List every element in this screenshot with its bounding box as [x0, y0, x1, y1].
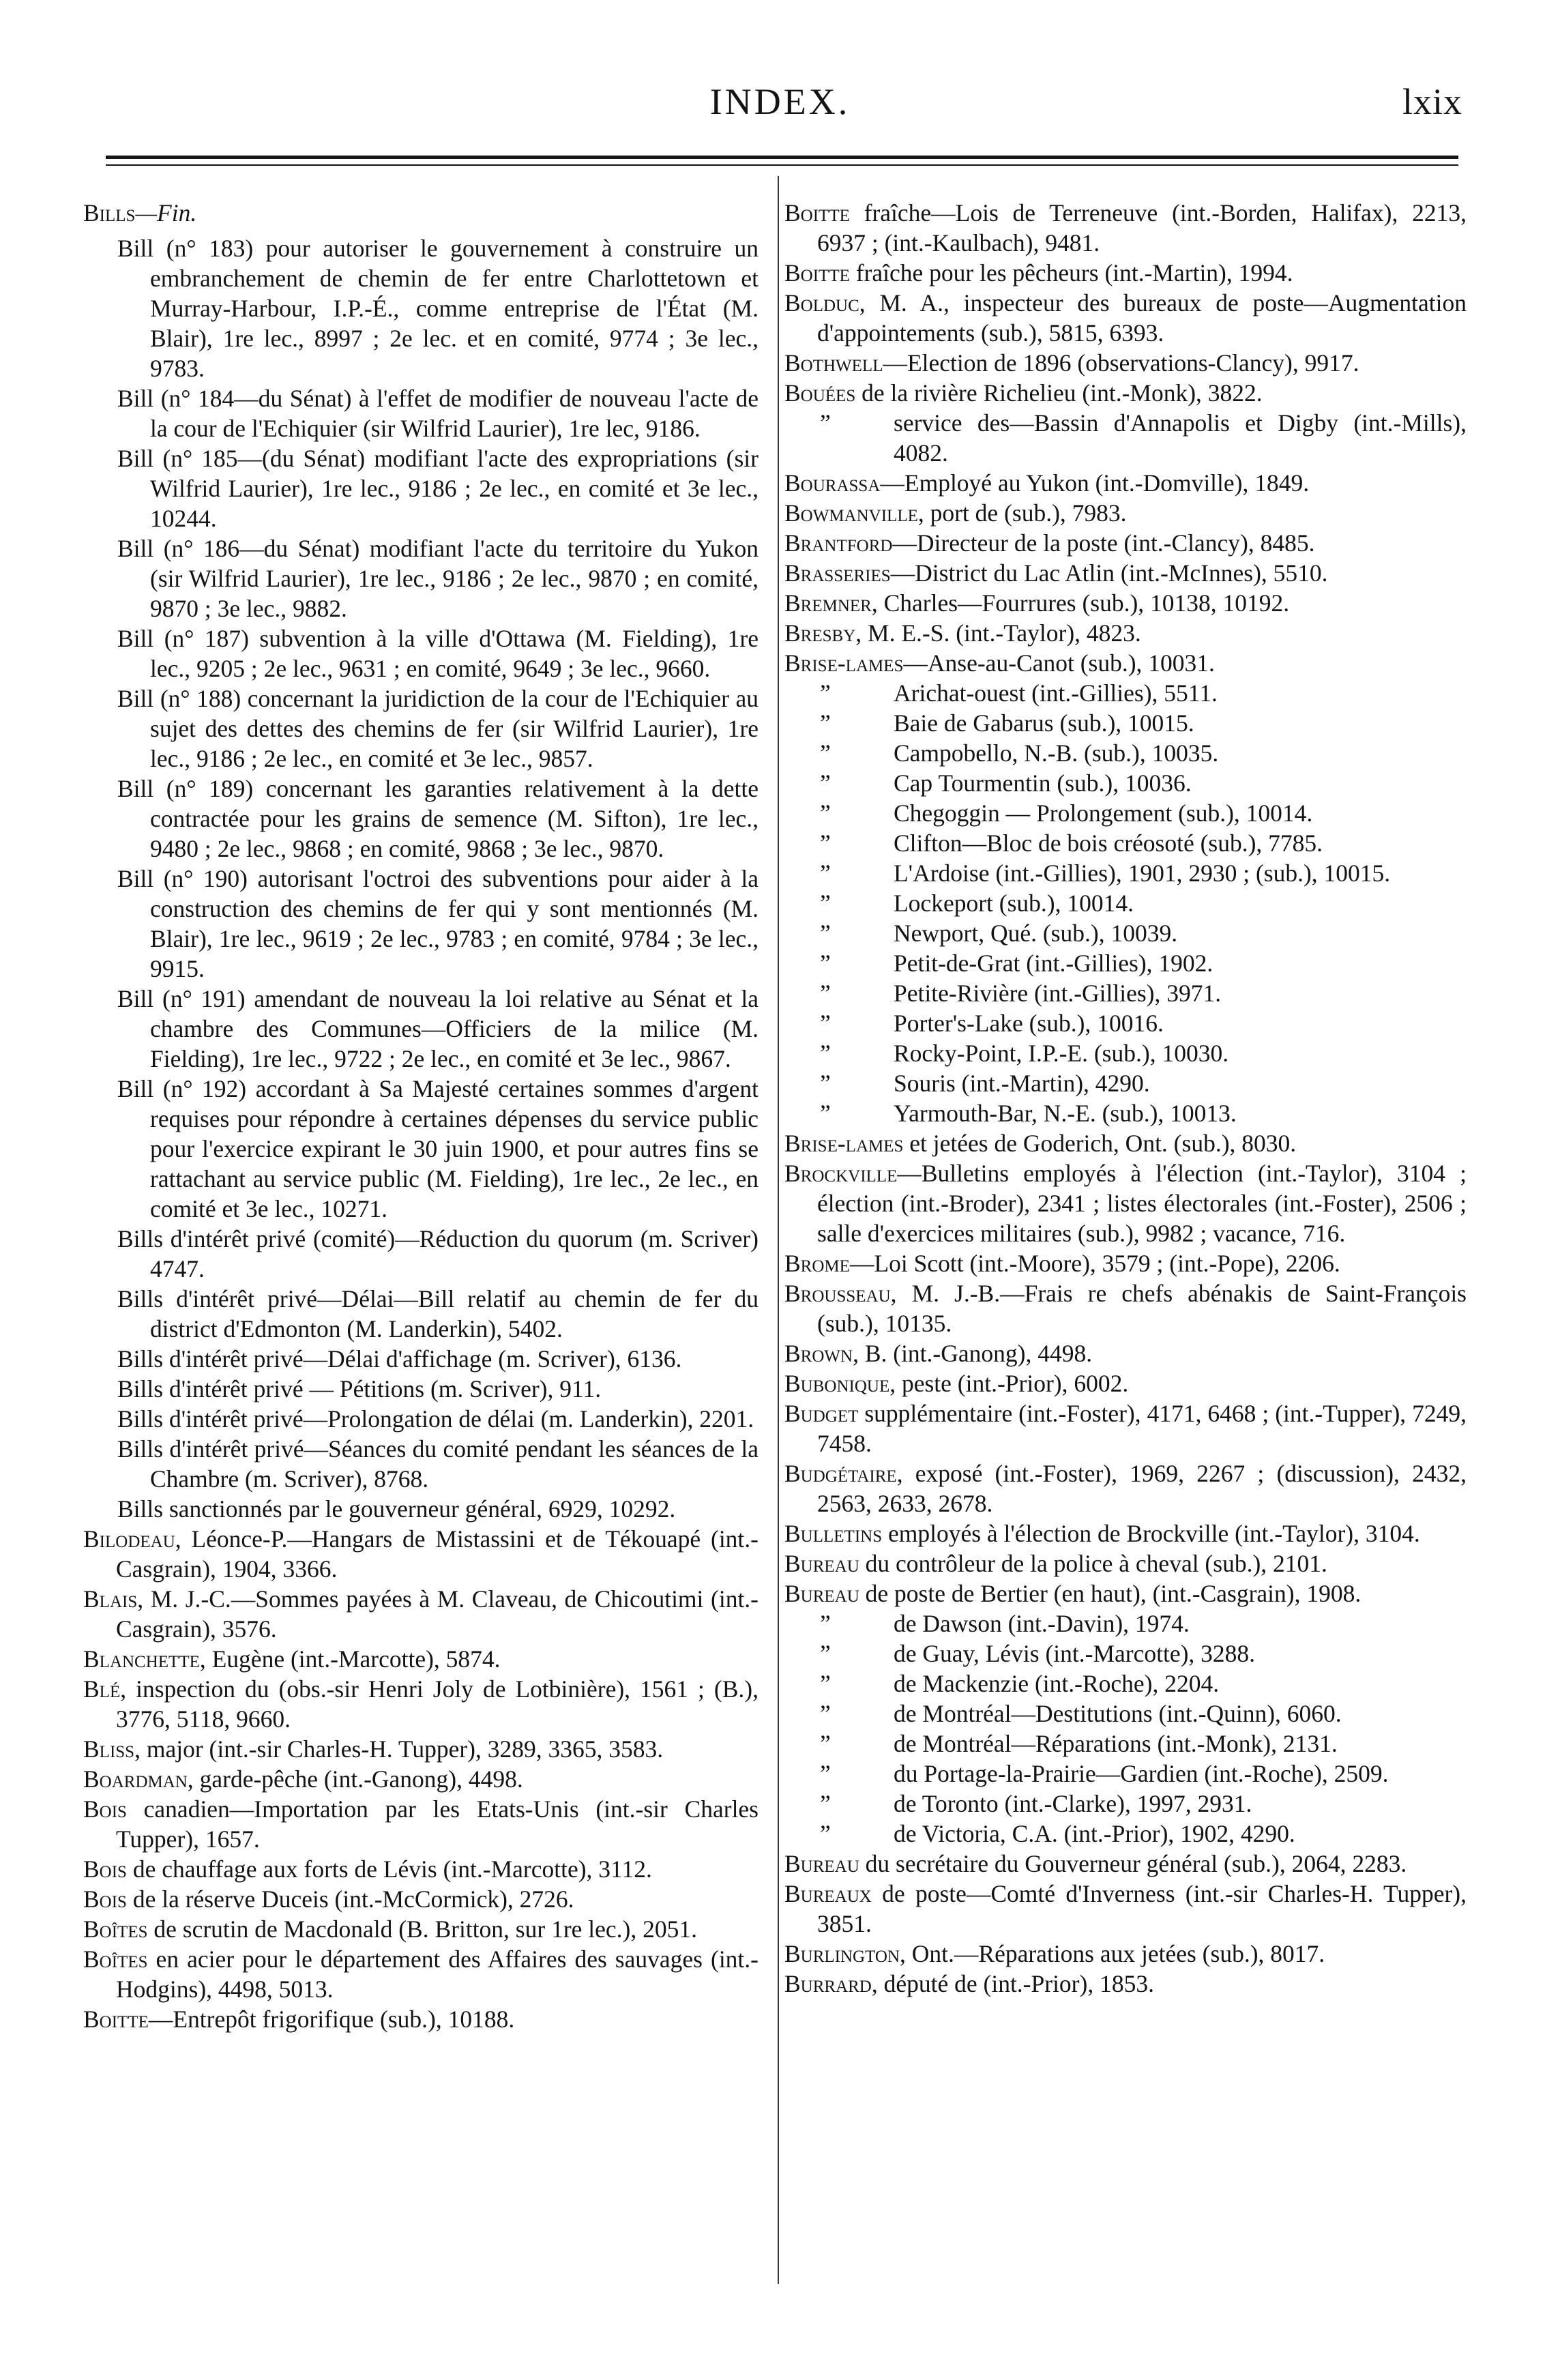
ditto-mark: ”: [820, 980, 831, 1007]
index-entry: [83, 1944, 759, 2004]
entry-key: Boitte: [784, 259, 850, 287]
entry-key: Budget: [784, 1400, 859, 1427]
entry-text: —Election de 1896 (observations-Clancy), 9917.: [883, 349, 1359, 377]
ditto-mark: ”: [820, 1700, 831, 1727]
index-entry: [83, 1584, 759, 1644]
sub-entry: Bill (n° 190) autorisant l'octroi des subventions pour aider à la construction des chemins de fer qui y sont mentionnés (M. Blair), 1re lec., 9619 ; 2e lec., 9783 ; en comité, 9784 ; 3e lec., 9915.: [117, 865, 759, 982]
ditto-mark: ”: [820, 739, 831, 767]
index-entry: [784, 588, 1467, 618]
index-entry: [784, 1969, 1467, 1999]
entry-key: Bois: [83, 1885, 127, 1913]
entry-text: en acier pour le département des Affaires des sauvages (int.-Hodgins), 4498, 5013.: [116, 1945, 759, 2003]
entry-text: , peste (int.-Prior), 6002.: [889, 1370, 1129, 1397]
ditto-entry: [784, 918, 1467, 948]
section-heading-rest: —Fin.: [135, 199, 197, 226]
index-entry: [83, 1764, 759, 1794]
entry-text: , exposé (int.-Foster), 1969, 2267 ; (discussion), 2432, 2563, 2633, 2678.: [817, 1460, 1467, 1517]
entry-text: de Montréal—Réparations (int.-Monk), 2131.: [894, 1730, 1338, 1757]
entry-key: Bois: [83, 1795, 127, 1823]
entry-text: fraîche—Lois de Terreneuve (int.-Borden, Halifax), 2213, 6937 ; (int.-Kaulbach), 9481.: [817, 199, 1467, 256]
index-entry: [784, 1578, 1467, 1608]
entry-key: Brise-lames: [784, 1130, 904, 1157]
entry-text: canadien—Importation par les Etats-Unis (int.-sir Charles Tupper), 1657.: [116, 1795, 759, 1853]
index-entry: [83, 1794, 759, 1854]
entry-key: Boîtes: [83, 1945, 148, 1973]
ditto-mark: ”: [820, 679, 831, 707]
index-entry: [784, 648, 1467, 678]
entry-key: Boîtes: [83, 1915, 148, 1943]
entry-text: Cap Tourmentin (sub.), 10036.: [894, 769, 1192, 797]
left-column: [83, 198, 759, 2034]
entry-text: Yarmouth-Bar, N.-E. (sub.), 10013.: [894, 1100, 1237, 1127]
entry-text: employés à l'élection de Brockville (int.-Taylor), 3104.: [882, 1520, 1420, 1547]
entry-key: Bliss: [83, 1735, 135, 1763]
entry-text: de la rivière Richelieu (int.-Monk), 3822.: [855, 379, 1263, 407]
ditto-entry: [784, 678, 1467, 708]
right-column: [784, 198, 1467, 1999]
ditto-mark: ”: [820, 1730, 831, 1757]
section-heading: [83, 198, 759, 228]
ditto-entry: [784, 1669, 1467, 1699]
index-entry: [784, 378, 1467, 408]
header-rule-thick: [106, 156, 1458, 159]
entry-text: —Anse-au-Canot (sub.), 10031.: [903, 649, 1215, 677]
entry-key: Brockville: [784, 1160, 898, 1187]
index-entry: [784, 618, 1467, 648]
entry-key: Bureaux: [784, 1880, 872, 1907]
index-entry: [784, 1278, 1467, 1338]
entry-key: Bowmanville: [784, 499, 918, 527]
entry-key: Bois: [83, 1855, 127, 1883]
index-entry: [784, 558, 1467, 588]
entry-text: Arichat-ouest (int.-Gillies), 5511.: [894, 679, 1218, 707]
ditto-mark: ”: [820, 890, 831, 917]
index-entry: [784, 1939, 1467, 1969]
entry-key: Boitte: [784, 199, 850, 226]
entry-text: de Montréal—Destitutions (int.-Quinn), 6060.: [894, 1700, 1342, 1727]
header-rule-thin: [106, 164, 1458, 166]
sub-entry: Bills sanctionnés par le gouverneur général, 6929, 10292.: [117, 1495, 676, 1523]
index-entry: [784, 258, 1467, 288]
ditto-entry: [784, 1008, 1467, 1038]
entry-text: Newport, Qué. (sub.), 10039.: [894, 920, 1178, 947]
sub-entry: Bill (n° 189) concernant les garanties relativement à la dette contractée pour les grains de semence (M. Sifton), 1re lec., 9480 ; 2e lec., 9868 ; en comité, 9868 ; 3e lec., 9870.: [117, 775, 759, 862]
entry-key: Boitte: [83, 2006, 149, 2033]
page-title: INDEX.: [709, 81, 851, 122]
ditto-entry: [784, 828, 1467, 858]
ditto-mark: ”: [820, 709, 831, 737]
entry-key: Burlington: [784, 1940, 900, 1967]
ditto-mark: ”: [820, 1070, 831, 1097]
index-entry: [784, 1338, 1467, 1368]
entry-text: —Bulletins employés à l'élection (int.-Taylor), 3104 ; élection (int.-Broder), 2341 ; listes électorales (int.-Foster), 2506 ; salle d'exercices militaires (sub.), 9982 ; vacance, 716.: [817, 1160, 1467, 1247]
sub-entry: Bills d'intérêt privé—Séances du comité pendant les séances de la Chambre (m. Scriver), 8768.: [117, 1435, 759, 1493]
entry-text: du secrétaire du Gouverneur général (sub.), 2064, 2283.: [859, 1850, 1407, 1877]
entry-key: Burrard: [784, 1970, 872, 1997]
entry-key: Bureau: [784, 1850, 859, 1877]
entry-text: , député de (int.-Prior), 1853.: [871, 1970, 1154, 1997]
ditto-entry: [784, 1608, 1467, 1639]
entry-key: Bilodeau: [83, 1525, 175, 1553]
entry-text: , garde-pêche (int.-Ganong), 4498.: [187, 1765, 523, 1793]
sub-entry: Bills d'intérêt privé—Délai d'affichage (m. Scriver), 6136.: [117, 1345, 682, 1372]
entry-text: de Mackenzie (int.-Roche), 2204.: [894, 1670, 1220, 1697]
ditto-mark: ”: [820, 1040, 831, 1067]
entry-key: Budgétaire: [784, 1460, 897, 1487]
index-entry: [784, 528, 1467, 558]
entry-text: Campobello, N.-B. (sub.), 10035.: [894, 739, 1219, 767]
entry-key: Bouées: [784, 379, 856, 407]
index-entry: [784, 1518, 1467, 1548]
entry-text: L'Ardoise (int.-Gillies), 1901, 2930 ; (sub.), 10015.: [894, 860, 1391, 887]
entry-text: , M. E.-S. (int.-Taylor), 4823.: [855, 619, 1141, 647]
sub-entry: Bill (n° 185—(du Sénat) modifiant l'acte des expropriations (sir Wilfrid Laurier), 1re lec., 9186 ; 2e lec., en comité et 3e lec., 10244.: [117, 445, 759, 532]
ditto-entry: [784, 1038, 1467, 1068]
ditto-mark: ”: [820, 1010, 831, 1037]
entry-key: Bolduc: [784, 289, 859, 317]
ditto-mark: ”: [820, 1820, 831, 1847]
ditto-entry: [784, 798, 1467, 828]
index-entry: [83, 1734, 759, 1764]
entry-text: , M. A., inspecteur des bureaux de poste—Augmentation d'appointements (sub.), 5815, 6393.: [817, 289, 1467, 347]
index-entry: [83, 1884, 759, 1914]
ditto-entry: [784, 1729, 1467, 1759]
entry-text: de poste de Bertier (en haut), (int.-Casgrain), 1908.: [859, 1580, 1362, 1607]
entry-text: Petit-de-Grat (int.-Gillies), 1902.: [894, 950, 1213, 977]
section-heading-key: Bills: [83, 199, 136, 226]
entry-text: , B. (int.-Ganong), 4498.: [853, 1340, 1093, 1367]
ditto-mark: ”: [820, 1760, 831, 1787]
sub-entry: Bill (n° 186—du Sénat) modifiant l'acte du territoire du Yukon (sir Wilfrid Laurier), 1re lec., 9186 ; 2e lec., 9870 ; en comité, 9870 ; 3e lec., 9882.: [117, 535, 759, 622]
page-header: [0, 80, 1560, 142]
entry-text: du contrôleur de la police à cheval (sub.), 2101.: [859, 1550, 1327, 1577]
entry-text: Chegoggin — Prolongement (sub.), 10014.: [894, 799, 1313, 827]
entry-key: Bremner: [784, 589, 872, 617]
entry-text: , M. J.-C.—Sommes payées à M. Claveau, de Chicoutimi (int.-Casgrain), 3576.: [116, 1585, 759, 1643]
entry-key: Bureau: [784, 1550, 859, 1577]
entry-text: Lockeport (sub.), 10014.: [894, 890, 1134, 917]
ditto-entry: [784, 978, 1467, 1008]
entry-text: Baie de Gabarus (sub.), 10015.: [894, 709, 1194, 737]
sub-entry: Bill (n° 192) accordant à Sa Majesté certaines sommes d'argent requises pour répondre à certaines dépenses du service public pour l'exercice expirant le 30 juin 1900, et pour autres fins se rattachant au service public (M. Fielding), 1re lec., 2e lec., en comité et 3e lec., 10271.: [117, 1075, 759, 1222]
ditto-entry: [784, 408, 1467, 468]
entry-key: Brome: [784, 1250, 850, 1277]
entry-text: du Portage-la-Prairie—Gardien (int.-Roche), 2509.: [894, 1760, 1389, 1787]
sub-entry: Bills d'intérêt privé—Prolongation de délai (m. Landerkin), 2201.: [117, 1405, 754, 1433]
entry-text: —Directeur de la poste (int.-Clancy), 8485.: [892, 529, 1315, 557]
entry-text: , port de (sub.), 7983.: [917, 499, 1127, 527]
entry-text: Petite-Rivière (int.-Gillies), 3971.: [894, 980, 1222, 1007]
entry-key: Brise-lames: [784, 649, 904, 677]
entry-key: Brousseau: [784, 1280, 891, 1307]
index-entry: [83, 1674, 759, 1734]
ditto-entry: [784, 738, 1467, 768]
index-entry: [784, 1849, 1467, 1879]
index-entry: [784, 198, 1467, 258]
entry-key: Blais: [83, 1585, 138, 1613]
entry-text: Rocky-Point, I.P.-E. (sub.), 10030.: [894, 1040, 1229, 1067]
sub-entry: Bill (n° 191) amendant de nouveau la loi relative au Sénat et la chambre des Communes—Officiers de la milice (M. Fielding), 1re lec., 9722 ; 2e lec., en comité et 3e lec., 9867.: [117, 985, 759, 1072]
index-entry: [784, 1128, 1467, 1158]
ditto-entry: [784, 888, 1467, 918]
ditto-entry: [784, 1789, 1467, 1819]
sub-entry: Bill (n° 188) concernant la juridiction de la cour de l'Echiquier au sujet des dettes des chemins de fer (sir Wilfrid Laurier), 1re lec., 9186 ; 2e lec., en comité et 3e lec., 9857.: [117, 685, 759, 772]
entry-text: , M. J.-B.—Frais re chefs abénakis de Saint-François (sub.), 10135.: [817, 1280, 1467, 1337]
entry-key: Bubonique: [784, 1370, 890, 1397]
entry-key: Bulletins: [784, 1520, 883, 1547]
ditto-mark: ”: [820, 1610, 831, 1637]
entry-text: —Entrepôt frigorifique (sub.), 10188.: [148, 2006, 515, 2033]
entry-text: , major (int.-sir Charles-H. Tupper), 3289, 3365, 3583.: [134, 1735, 664, 1763]
sub-entry: Bills d'intérêt privé — Pétitions (m. Scriver), 911.: [117, 1375, 602, 1402]
entry-text: de Victoria, C.A. (int.-Prior), 1902, 4290.: [894, 1820, 1295, 1847]
ditto-mark: ”: [820, 769, 831, 797]
sub-entry: Bills d'intérêt privé—Délai—Bill relatif au chemin de fer du district d'Edmonton (M. Landerkin), 5402.: [117, 1285, 759, 1342]
entry-text: de chauffage aux forts de Lévis (int.-Marcotte), 3112.: [126, 1855, 652, 1883]
index-entry: [784, 1158, 1467, 1248]
ditto-entry: [784, 858, 1467, 888]
entry-text: —Loi Scott (int.-Moore), 3579 ; (int.-Pope), 2206.: [849, 1250, 1340, 1277]
sub-entry: Bills d'intérêt privé (comité)—Réduction du quorum (m. Scriver) 4747.: [117, 1225, 759, 1282]
entry-text: , Charles—Fourrures (sub.), 10138, 10192.: [871, 589, 1290, 617]
entry-text: de scrutin de Macdonald (B. Britton, sur 1re lec.), 2051.: [147, 1915, 697, 1943]
entry-text: de Toronto (int.-Clarke), 1997, 2931.: [894, 1790, 1252, 1817]
entry-key: Bourassa: [784, 469, 881, 497]
index-entry: [784, 288, 1467, 348]
index-entry: [784, 498, 1467, 528]
ditto-mark: ”: [820, 1790, 831, 1817]
entry-key: Brantford: [784, 529, 893, 557]
ditto-mark: ”: [820, 1670, 831, 1697]
ditto-entry: [784, 1068, 1467, 1098]
entry-key: Bothwell: [784, 349, 883, 377]
ditto-entry: [784, 1098, 1467, 1128]
entry-key: Blanchette: [83, 1645, 200, 1673]
sub-entry: Bill (n° 187) subvention à la ville d'Ottawa (M. Fielding), 1re lec., 9205 ; 2e lec., 9631 ; en comité, 9649 ; 3e lec., 9660.: [117, 625, 759, 682]
entry-text: et jetées de Goderich, Ont. (sub.), 8030.: [903, 1130, 1297, 1157]
ditto-mark: ”: [820, 829, 831, 857]
entry-text: , inspection du (obs.-sir Henri Joly de Lotbinière), 1561 ; (B.), 3776, 5118, 9660.: [116, 1675, 759, 1733]
ditto-entry: [784, 1819, 1467, 1849]
ditto-entry: [784, 1639, 1467, 1669]
index-entry: [784, 468, 1467, 498]
entry-text: de Guay, Lévis (int.-Marcotte), 3288.: [894, 1640, 1256, 1667]
entry-text: Porter's-Lake (sub.), 10016.: [894, 1010, 1164, 1037]
entry-text: —Employé au Yukon (int.-Domville), 1849.: [880, 469, 1310, 497]
index-entry: [784, 1368, 1467, 1398]
index-entry: [83, 2004, 759, 2034]
index-entry: [784, 1398, 1467, 1458]
entry-text: Souris (int.-Martin), 4290.: [894, 1070, 1150, 1097]
ditto-entry: [784, 708, 1467, 738]
index-entry: [784, 348, 1467, 378]
index-entry: [784, 1548, 1467, 1578]
ditto-mark: ”: [820, 920, 831, 947]
entry-text: , Ont.—Réparations aux jetées (sub.), 8017.: [900, 1940, 1325, 1967]
ditto-mark: ”: [820, 1640, 831, 1667]
entry-text: de la réserve Duceis (int.-McCormick), 2726.: [126, 1885, 574, 1913]
entry-text: de poste—Comté d'Inverness (int.-sir Charles-H. Tupper), 3851.: [817, 1880, 1467, 1937]
ditto-entry: [784, 1759, 1467, 1789]
ditto-mark: ”: [820, 1100, 831, 1127]
entry-key: Boardman: [83, 1765, 188, 1793]
page-number: lxix: [1402, 81, 1462, 122]
entry-key: Brasseries: [784, 559, 891, 587]
sub-entry: Bill (n° 183) pour autoriser le gouvernement à construire un embranchement de chemin de fer entre Charlottetown et Murray-Harbour, I.P.-É., comme entreprise de l'État (M. Blair), 1re lec., 8997 ; 2e lec. et en comité, 9774 ; 3e lec., 9783.: [117, 235, 759, 382]
entry-key: Bureau: [784, 1580, 859, 1607]
entry-text: —District du Lac Atlin (int.-McInnes), 5510.: [890, 559, 1328, 587]
ditto-entry: [784, 768, 1467, 798]
index-entry: [83, 1644, 759, 1674]
index-entry: [83, 1914, 759, 1944]
index-entry: [784, 1248, 1467, 1278]
entry-text: service des—Bassin d'Annapolis et Digby (int.-Mills), 4082.: [894, 409, 1467, 467]
index-entry: [784, 1458, 1467, 1518]
entry-key: Blé: [83, 1675, 121, 1703]
entry-key: Brown: [784, 1340, 853, 1367]
index-entry: [784, 1879, 1467, 1939]
ditto-mark: ”: [820, 409, 831, 437]
index-entry: [83, 1524, 759, 1584]
index-entry: [83, 1854, 759, 1884]
column-divider: [778, 176, 779, 2284]
entry-text: supplémentaire (int.-Foster), 4171, 6468 ; (int.-Tupper), 7249, 7458.: [817, 1400, 1467, 1457]
ditto-mark: ”: [820, 950, 831, 977]
entry-text: de Dawson (int.-Davin), 1974.: [894, 1610, 1190, 1637]
ditto-entry: [784, 1699, 1467, 1729]
entry-text: , Léonce-P.—Hangars de Mistassini et de Tékouapé (int.-Casgrain), 1904, 3366.: [116, 1525, 759, 1583]
entry-text: fraîche pour les pêcheurs (int.-Martin), 1994.: [849, 259, 1293, 287]
entry-key: Bresby: [784, 619, 856, 647]
ditto-mark: ”: [820, 799, 831, 827]
sub-entry: Bill (n° 184—du Sénat) à l'effet de modifier de nouveau l'acte de la cour de l'Echiquier (sir Wilfrid Laurier), 1re lec, 9186.: [117, 385, 759, 442]
ditto-entry: [784, 948, 1467, 978]
ditto-mark: ”: [820, 860, 831, 887]
entry-text: , Eugène (int.-Marcotte), 5874.: [199, 1645, 501, 1673]
entry-text: Clifton—Bloc de bois créosoté (sub.), 7785.: [894, 829, 1323, 857]
